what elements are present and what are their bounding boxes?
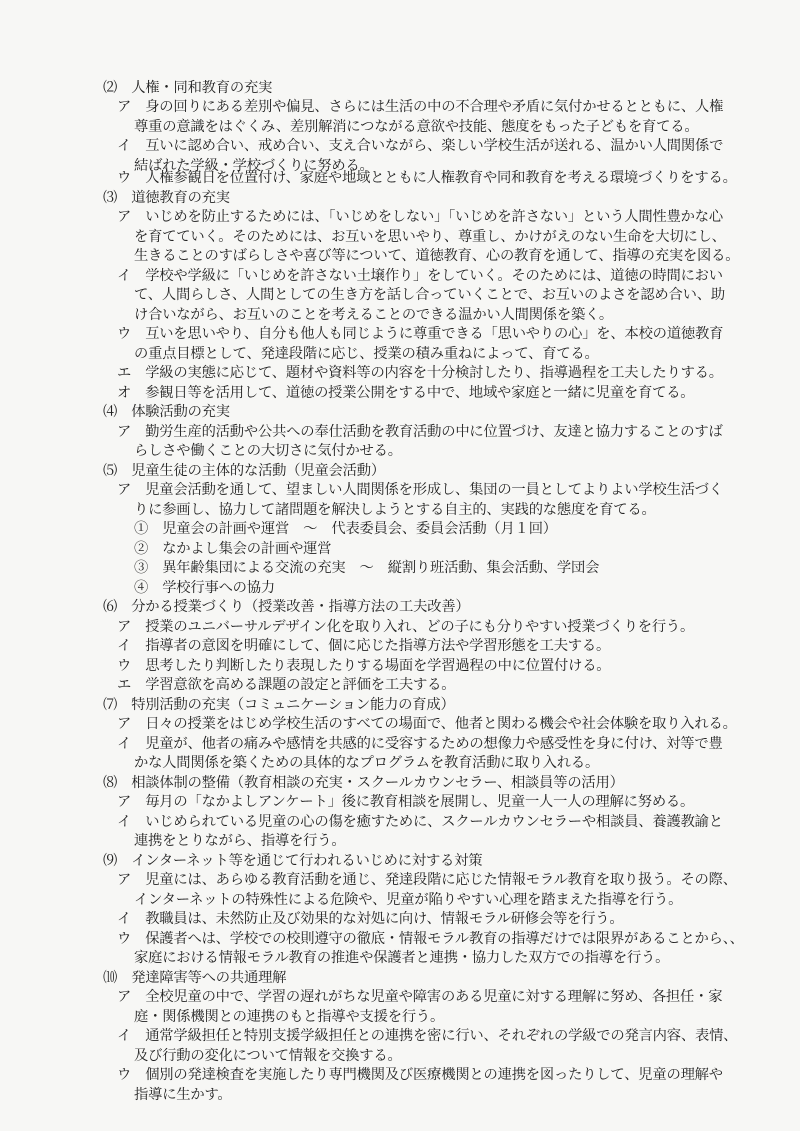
list-item: ア いじめを防止するためには、「いじめをしない」「いじめを許さない」という人間性豊かな心	[117, 209, 723, 225]
list-item-continuation: を育てていく。そのためには、お互いを思いやり、尊重し、かけがえのない生命を大切にし、	[134, 229, 726, 245]
list-item: エ 学級の実態に応じて、題材や資料等の内容を十分検討したり、指導過程を工夫したりする。	[117, 365, 723, 381]
list-item-continuation: 連携をとりながら、指導を行う。	[134, 833, 346, 849]
list-item: イ 教職員は、未然防止及び効果的な対処に向け、情報モラル研修会等を行う。	[117, 911, 624, 927]
list-item: イ 通常学級担任と特別支援学級担任との連携を密に行い、それぞれの学級での発言内容、表情、	[117, 1028, 738, 1044]
list-item: ア 児童には、あらゆる教育活動を通じ、発達段階に応じた情報モラル教育を取り扱う。その際、	[117, 872, 737, 888]
list-item: エ 学習意欲を高める課題の設定と評価を工夫する。	[117, 677, 456, 693]
list-item-continuation: て、人間らしさ、人間としての生き方を話し合っていくことで、お互いのよさを認め合い、助	[134, 287, 725, 303]
section-heading: ⑷ 体験活動の充実	[103, 404, 230, 420]
section-heading: ⑼ インターネット等を通じて行われるいじめに対する対策	[103, 853, 483, 869]
list-item-continuation: の重点目標として、発達段階に応じ、授業の積み重ねによって、育てる。	[134, 346, 599, 362]
list-item: ウ 思考したり判断したり表現したりする場面を学習過程の中に位置付ける。	[117, 658, 611, 674]
section-heading: ⑵ 人権・同和教育の充実	[103, 80, 273, 96]
sub-list-item: ③ 異年齢集団による交流の充実 ～ 縦割り班活動、集会活動、学団会	[134, 560, 600, 576]
list-item: ア 全校児童の中で、学習の遅れがちな児童や障害のある児童に対する理解に努め、各担任・家	[117, 989, 723, 1005]
list-item-continuation: りに参画し、協力して諸問題を解決しようとする自主的、実践的な態度を育てる。	[134, 502, 656, 518]
section-heading: ⑶ 道徳教育の充実	[103, 190, 230, 206]
list-item-continuation: 尊重の意識をはぐくみ、差別解消につながる意欲や技能、態度をもった子どもを育てる。	[134, 119, 699, 135]
list-item: ウ 互いを思いやり、自分も他人も同じように尊重できる「思いやりの心」を、本校の道徳教育	[117, 326, 724, 342]
list-item: ア 勤労生産的活動や公共への奉仕活動を教育活動の中に位置づけ、友達と協力することのすば	[117, 424, 723, 440]
section-heading: ⑸ 児童生徒の主体的な活動（児童会活動）	[103, 463, 385, 479]
section-heading: ⑺ 特別活動の充実（コミュニケーション能力の育成）	[103, 697, 455, 713]
list-item: ア 日々の授業をはじめ学校生活のすべての場面で、他者と関わる機会や社会体験を取り入れる。	[117, 716, 737, 732]
list-item: ア 身の回りにある差別や偏見、さらには生活の中の不合理や矛盾に気付かせるとともに、人権	[117, 99, 724, 115]
list-item-continuation: 生きることのすばらしさや喜び等について、道徳教育、心の教育を通して、指導の充実を図る。	[134, 248, 740, 264]
list-item: ア 授業のユニバーサルデザイン化を取り入れ、どの子にも分りやすい授業づくりを行う。	[117, 619, 695, 635]
list-item: イ 指導者の意図を明確にして、個に応じた指導方法や学習形態を工夫する。	[117, 638, 611, 654]
list-item: イ いじめられている児童の心の傷を癒すために、スクールカウンセラーや相談員、養護教諭と	[117, 814, 723, 830]
list-item: ウ 保護者へは、学校での校則遵守の徹底・情報モラル教育の指導だけでは限界があることから、、	[117, 931, 744, 947]
list-item-continuation: 家庭における情報モラル教育の推進や保護者と連携・協力した双方での指導を行う。	[134, 950, 670, 966]
list-item: イ 互いに認め合い、戒め合い、支え合いながら、楽しい学校生活が送れる、温かい人間関係で	[117, 138, 724, 154]
sub-list-item: ① 児童会の計画や運営 ～ 代表委員会、委員会活動（月１回）	[134, 521, 557, 537]
list-item: ア 毎月の「なかよしアンケート」後に教育相談を展開し、児童一人一人の理解に努める。	[117, 794, 695, 810]
list-item-continuation: 及び行動の変化について情報を交換する。	[134, 1048, 402, 1064]
list-item: イ 学校や学級に「いじめを許さない土壌作り」をしていく。そのためには、道徳の時間におい	[117, 268, 723, 284]
list-item-continuation: 指導に生かす。	[134, 1087, 232, 1103]
list-item-continuation: 庭・関係機関との連携のもと指導や支援を行う。	[134, 1009, 445, 1025]
list-item: ウ 個別の発達検査を実施したり専門機関及び医療機関との連携を図ったりして、児童の理解や	[117, 1067, 723, 1083]
list-item: ア 児童会活動を通して、望ましい人間関係を形成し、集団の一員としてよりよい学校生活づく	[117, 482, 723, 498]
section-heading: ⑽ 発達障害等への共通理解	[103, 970, 287, 986]
section-heading: ⑻ 相談体制の整備（教育相談の充実・スクールカウンセラー、相談員等の活用）	[103, 775, 624, 791]
list-item: オ 参観日等を活用して、道徳の授業公開をする中で、地域や家庭と一緒に児童を育てる。	[117, 385, 695, 401]
sub-list-item: ④ 学校行事への協力	[134, 580, 275, 596]
list-item-continuation: 結ばれた学級・学校づくりに努める。	[134, 158, 374, 174]
list-item: イ 児童が、他者の痛みや感情を共感的に受容するための想像力や感受性を身に付け、対等で豊	[117, 736, 723, 752]
list-item-continuation: インターネットの特殊性による危険や、児童が陥りやすい心理を踏まえた指導を行う。	[134, 892, 683, 908]
list-item-continuation: かな人間関係を築くための具体的なプログラムを教育活動に取り入れる。	[134, 755, 600, 771]
sub-list-item: ② なかよし集会の計画や運営	[134, 541, 332, 557]
list-item: ウ 人権参観日を位置付け、家庭や地域とともに人権教育や同和教育を考える環境づくりをする。	[117, 170, 737, 186]
section-heading: ⑹ 分かる授業づくり（授業改善・指導方法の工夫改善）	[103, 599, 470, 615]
list-item-continuation: らしさや働くことの大切さに気付かせる。	[134, 443, 402, 459]
list-item-continuation: け合いながら、お互いのことを考えることのできる温かい人間関係を築く。	[134, 307, 614, 323]
